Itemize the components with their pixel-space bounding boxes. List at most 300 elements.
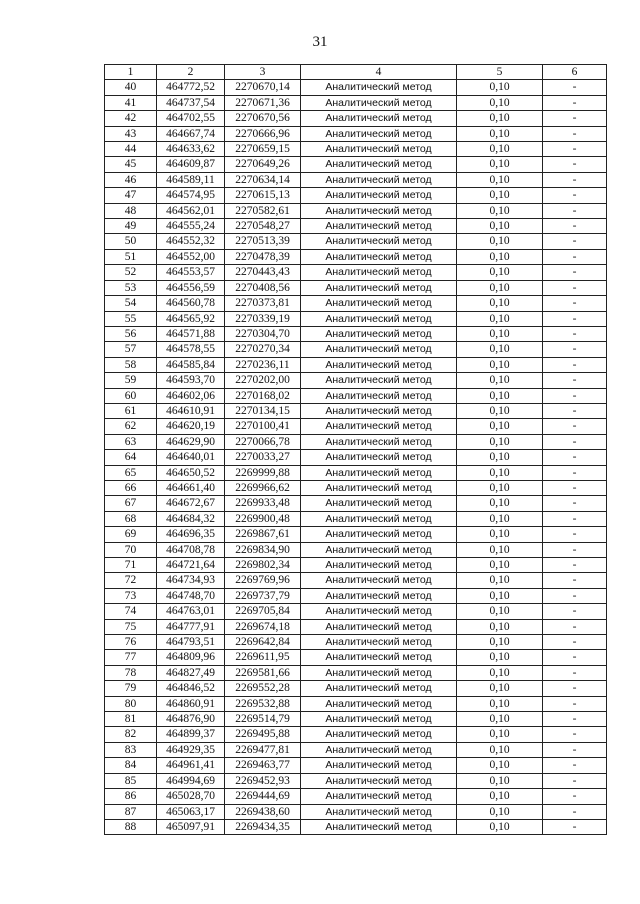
y-coordinate-cell: 2269463,77 <box>225 758 301 773</box>
x-coordinate-cell: 464899,37 <box>157 727 225 742</box>
accuracy-cell: 0,10 <box>457 619 543 634</box>
method-cell: Аналитический метод <box>301 373 457 388</box>
method-cell: Аналитический метод <box>301 450 457 465</box>
point-number-cell: 41 <box>105 95 157 110</box>
table-row <box>105 712 607 727</box>
x-coordinate-cell: 464661,40 <box>157 480 225 495</box>
point-number-cell: 88 <box>105 819 157 834</box>
note-cell: - <box>543 789 607 804</box>
point-number-cell: 87 <box>105 804 157 819</box>
x-coordinate-cell: 464734,93 <box>157 573 225 588</box>
method-cell: Аналитический метод <box>301 511 457 526</box>
x-coordinate-cell: 464793,51 <box>157 635 225 650</box>
x-coordinate-cell: 465097,91 <box>157 819 225 834</box>
method-cell: Аналитический метод <box>301 80 457 95</box>
note-cell: - <box>543 681 607 696</box>
x-coordinate-cell: 464571,88 <box>157 326 225 341</box>
y-coordinate-cell: 2269495,88 <box>225 727 301 742</box>
method-cell: Аналитический метод <box>301 188 457 203</box>
point-number-cell: 55 <box>105 311 157 326</box>
x-coordinate-cell: 464560,78 <box>157 296 225 311</box>
y-coordinate-cell: 2269933,48 <box>225 496 301 511</box>
column-header: 1 <box>105 65 157 80</box>
note-cell: - <box>543 157 607 172</box>
y-coordinate-cell: 2269452,93 <box>225 773 301 788</box>
method-cell: Аналитический метод <box>301 773 457 788</box>
note-cell: - <box>543 403 607 418</box>
note-cell: - <box>543 465 607 480</box>
x-coordinate-cell: 464667,74 <box>157 126 225 141</box>
y-coordinate-cell: 2269802,34 <box>225 558 301 573</box>
y-coordinate-cell: 2269477,81 <box>225 742 301 757</box>
y-coordinate-cell: 2269532,88 <box>225 696 301 711</box>
point-number-cell: 45 <box>105 157 157 172</box>
y-coordinate-cell: 2269674,18 <box>225 619 301 634</box>
note-cell: - <box>543 527 607 542</box>
note-cell: - <box>543 172 607 187</box>
point-number-cell: 47 <box>105 188 157 203</box>
note-cell: - <box>543 219 607 234</box>
table-row <box>105 604 607 619</box>
y-coordinate-cell: 2270548,27 <box>225 219 301 234</box>
table-row <box>105 234 607 249</box>
accuracy-cell: 0,10 <box>457 511 543 526</box>
accuracy-cell: 0,10 <box>457 142 543 157</box>
table-row <box>105 619 607 634</box>
x-coordinate-cell: 465063,17 <box>157 804 225 819</box>
x-coordinate-cell: 464629,90 <box>157 434 225 449</box>
y-coordinate-cell: 2269966,62 <box>225 480 301 495</box>
table-row <box>105 219 607 234</box>
note-cell: - <box>543 450 607 465</box>
table-row <box>105 111 607 126</box>
note-cell: - <box>543 342 607 357</box>
y-coordinate-cell: 2270339,19 <box>225 311 301 326</box>
accuracy-cell: 0,10 <box>457 450 543 465</box>
y-coordinate-cell: 2269999,88 <box>225 465 301 480</box>
note-cell: - <box>543 111 607 126</box>
point-number-cell: 48 <box>105 203 157 218</box>
point-number-cell: 78 <box>105 665 157 680</box>
note-cell: - <box>543 203 607 218</box>
note-cell: - <box>543 742 607 757</box>
method-cell: Аналитический метод <box>301 665 457 680</box>
accuracy-cell: 0,10 <box>457 527 543 542</box>
table-row <box>105 249 607 264</box>
method-cell: Аналитический метод <box>301 388 457 403</box>
y-coordinate-cell: 2270134,15 <box>225 403 301 418</box>
column-header: 2 <box>157 65 225 80</box>
method-cell: Аналитический метод <box>301 172 457 187</box>
x-coordinate-cell: 464555,24 <box>157 219 225 234</box>
y-coordinate-cell: 2270582,61 <box>225 203 301 218</box>
note-cell: - <box>543 234 607 249</box>
table-row <box>105 465 607 480</box>
page-number: 31 <box>312 34 328 50</box>
table-row <box>105 588 607 603</box>
table-header-row <box>105 65 607 80</box>
note-cell: - <box>543 650 607 665</box>
x-coordinate-cell: 464763,01 <box>157 604 225 619</box>
point-number-cell: 85 <box>105 773 157 788</box>
note-cell: - <box>543 280 607 295</box>
x-coordinate-cell: 464777,91 <box>157 619 225 634</box>
y-coordinate-cell: 2270373,81 <box>225 296 301 311</box>
point-number-cell: 52 <box>105 265 157 280</box>
table-row <box>105 480 607 495</box>
method-cell: Аналитический метод <box>301 249 457 264</box>
x-coordinate-cell: 464876,90 <box>157 712 225 727</box>
table-row <box>105 95 607 110</box>
method-cell: Аналитический метод <box>301 742 457 757</box>
table-row <box>105 80 607 95</box>
accuracy-cell: 0,10 <box>457 419 543 434</box>
method-cell: Аналитический метод <box>301 496 457 511</box>
method-cell: Аналитический метод <box>301 357 457 372</box>
method-cell: Аналитический метод <box>301 527 457 542</box>
note-cell: - <box>543 727 607 742</box>
point-number-cell: 82 <box>105 727 157 742</box>
y-coordinate-cell: 2270443,43 <box>225 265 301 280</box>
note-cell: - <box>543 758 607 773</box>
table-row <box>105 804 607 819</box>
accuracy-cell: 0,10 <box>457 80 543 95</box>
column-header: 4 <box>301 65 457 80</box>
point-number-cell: 70 <box>105 542 157 557</box>
method-cell: Аналитический метод <box>301 480 457 495</box>
y-coordinate-cell: 2270671,36 <box>225 95 301 110</box>
y-coordinate-cell: 2269581,66 <box>225 665 301 680</box>
y-coordinate-cell: 2269611,95 <box>225 650 301 665</box>
point-number-cell: 75 <box>105 619 157 634</box>
note-cell: - <box>543 773 607 788</box>
accuracy-cell: 0,10 <box>457 573 543 588</box>
table-row <box>105 434 607 449</box>
point-number-cell: 79 <box>105 681 157 696</box>
y-coordinate-cell: 2270100,41 <box>225 419 301 434</box>
x-coordinate-cell: 464721,64 <box>157 558 225 573</box>
method-cell: Аналитический метод <box>301 280 457 295</box>
method-cell: Аналитический метод <box>301 265 457 280</box>
note-cell: - <box>543 819 607 834</box>
note-cell: - <box>543 573 607 588</box>
note-cell: - <box>543 588 607 603</box>
point-number-cell: 61 <box>105 403 157 418</box>
note-cell: - <box>543 95 607 110</box>
table-row <box>105 419 607 434</box>
note-cell: - <box>543 558 607 573</box>
x-coordinate-cell: 464553,57 <box>157 265 225 280</box>
note-cell: - <box>543 142 607 157</box>
accuracy-cell: 0,10 <box>457 496 543 511</box>
note-cell: - <box>543 804 607 819</box>
table-row <box>105 311 607 326</box>
table-body <box>105 80 607 835</box>
column-header: 3 <box>225 65 301 80</box>
accuracy-cell: 0,10 <box>457 588 543 603</box>
x-coordinate-cell: 464562,01 <box>157 203 225 218</box>
point-number-cell: 64 <box>105 450 157 465</box>
note-cell: - <box>543 188 607 203</box>
accuracy-cell: 0,10 <box>457 219 543 234</box>
table-row <box>105 388 607 403</box>
x-coordinate-cell: 464610,91 <box>157 403 225 418</box>
y-coordinate-cell: 2269438,60 <box>225 804 301 819</box>
accuracy-cell: 0,10 <box>457 727 543 742</box>
method-cell: Аналитический метод <box>301 465 457 480</box>
accuracy-cell: 0,10 <box>457 434 543 449</box>
method-cell: Аналитический метод <box>301 573 457 588</box>
accuracy-cell: 0,10 <box>457 665 543 680</box>
method-cell: Аналитический метод <box>301 311 457 326</box>
note-cell: - <box>543 265 607 280</box>
x-coordinate-cell: 464609,87 <box>157 157 225 172</box>
accuracy-cell: 0,10 <box>457 311 543 326</box>
method-cell: Аналитический метод <box>301 142 457 157</box>
y-coordinate-cell: 2270304,70 <box>225 326 301 341</box>
x-coordinate-cell: 464684,32 <box>157 511 225 526</box>
table-row <box>105 635 607 650</box>
x-coordinate-cell: 465028,70 <box>157 789 225 804</box>
method-cell: Аналитический метод <box>301 203 457 218</box>
accuracy-cell: 0,10 <box>457 111 543 126</box>
y-coordinate-cell: 2270659,15 <box>225 142 301 157</box>
x-coordinate-cell: 464565,92 <box>157 311 225 326</box>
point-number-cell: 56 <box>105 326 157 341</box>
method-cell: Аналитический метод <box>301 650 457 665</box>
method-cell: Аналитический метод <box>301 111 457 126</box>
point-number-cell: 67 <box>105 496 157 511</box>
accuracy-cell: 0,10 <box>457 681 543 696</box>
method-cell: Аналитический метод <box>301 789 457 804</box>
note-cell: - <box>543 311 607 326</box>
table-row <box>105 157 607 172</box>
y-coordinate-cell: 2270033,27 <box>225 450 301 465</box>
accuracy-cell: 0,10 <box>457 819 543 834</box>
table-row <box>105 681 607 696</box>
method-cell: Аналитический метод <box>301 403 457 418</box>
table-row <box>105 558 607 573</box>
table-row <box>105 511 607 526</box>
y-coordinate-cell: 2269642,84 <box>225 635 301 650</box>
x-coordinate-cell: 464708,78 <box>157 542 225 557</box>
point-number-cell: 72 <box>105 573 157 588</box>
method-cell: Аналитический метод <box>301 558 457 573</box>
accuracy-cell: 0,10 <box>457 804 543 819</box>
point-number-cell: 74 <box>105 604 157 619</box>
point-number-cell: 51 <box>105 249 157 264</box>
accuracy-cell: 0,10 <box>457 157 543 172</box>
point-number-cell: 46 <box>105 172 157 187</box>
accuracy-cell: 0,10 <box>457 604 543 619</box>
accuracy-cell: 0,10 <box>457 635 543 650</box>
point-number-cell: 59 <box>105 373 157 388</box>
x-coordinate-cell: 464602,06 <box>157 388 225 403</box>
table-row <box>105 265 607 280</box>
x-coordinate-cell: 464860,91 <box>157 696 225 711</box>
table-row <box>105 373 607 388</box>
table-row <box>105 342 607 357</box>
note-cell: - <box>543 542 607 557</box>
y-coordinate-cell: 2269705,84 <box>225 604 301 619</box>
method-cell: Аналитический метод <box>301 588 457 603</box>
note-cell: - <box>543 126 607 141</box>
x-coordinate-cell: 464552,00 <box>157 249 225 264</box>
point-number-cell: 69 <box>105 527 157 542</box>
method-cell: Аналитический метод <box>301 95 457 110</box>
y-coordinate-cell: 2270408,56 <box>225 280 301 295</box>
y-coordinate-cell: 2270615,13 <box>225 188 301 203</box>
note-cell: - <box>543 373 607 388</box>
note-cell: - <box>543 511 607 526</box>
y-coordinate-cell: 2269552,28 <box>225 681 301 696</box>
point-number-cell: 84 <box>105 758 157 773</box>
point-number-cell: 49 <box>105 219 157 234</box>
method-cell: Аналитический метод <box>301 681 457 696</box>
x-coordinate-cell: 464620,19 <box>157 419 225 434</box>
method-cell: Аналитический метод <box>301 219 457 234</box>
y-coordinate-cell: 2270236,11 <box>225 357 301 372</box>
accuracy-cell: 0,10 <box>457 558 543 573</box>
note-cell: - <box>543 326 607 341</box>
y-coordinate-cell: 2270649,26 <box>225 157 301 172</box>
point-number-cell: 81 <box>105 712 157 727</box>
table-row <box>105 527 607 542</box>
table-row <box>105 650 607 665</box>
accuracy-cell: 0,10 <box>457 296 543 311</box>
method-cell: Аналитический метод <box>301 234 457 249</box>
accuracy-cell: 0,10 <box>457 773 543 788</box>
x-coordinate-cell: 464650,52 <box>157 465 225 480</box>
column-header: 5 <box>457 65 543 80</box>
point-number-cell: 50 <box>105 234 157 249</box>
accuracy-cell: 0,10 <box>457 326 543 341</box>
point-number-cell: 73 <box>105 588 157 603</box>
method-cell: Аналитический метод <box>301 157 457 172</box>
y-coordinate-cell: 2270670,56 <box>225 111 301 126</box>
table-row <box>105 727 607 742</box>
x-coordinate-cell: 464578,55 <box>157 342 225 357</box>
x-coordinate-cell: 464589,11 <box>157 172 225 187</box>
x-coordinate-cell: 464633,62 <box>157 142 225 157</box>
x-coordinate-cell: 464574,95 <box>157 188 225 203</box>
table-row <box>105 126 607 141</box>
accuracy-cell: 0,10 <box>457 388 543 403</box>
point-number-cell: 76 <box>105 635 157 650</box>
note-cell: - <box>543 357 607 372</box>
table-row <box>105 296 607 311</box>
table-row <box>105 357 607 372</box>
accuracy-cell: 0,10 <box>457 280 543 295</box>
x-coordinate-cell: 464772,52 <box>157 80 225 95</box>
point-number-cell: 58 <box>105 357 157 372</box>
accuracy-cell: 0,10 <box>457 742 543 757</box>
accuracy-cell: 0,10 <box>457 696 543 711</box>
x-coordinate-cell: 464552,32 <box>157 234 225 249</box>
y-coordinate-cell: 2270270,34 <box>225 342 301 357</box>
method-cell: Аналитический метод <box>301 819 457 834</box>
x-coordinate-cell: 464809,96 <box>157 650 225 665</box>
note-cell: - <box>543 434 607 449</box>
accuracy-cell: 0,10 <box>457 480 543 495</box>
x-coordinate-cell: 464748,70 <box>157 588 225 603</box>
y-coordinate-cell: 2269434,35 <box>225 819 301 834</box>
table-row <box>105 203 607 218</box>
note-cell: - <box>543 712 607 727</box>
point-number-cell: 62 <box>105 419 157 434</box>
table-row <box>105 188 607 203</box>
x-coordinate-cell: 464846,52 <box>157 681 225 696</box>
table-row <box>105 665 607 680</box>
point-number-cell: 40 <box>105 80 157 95</box>
y-coordinate-cell: 2269737,79 <box>225 588 301 603</box>
table-row <box>105 496 607 511</box>
accuracy-cell: 0,10 <box>457 650 543 665</box>
note-cell: - <box>543 665 607 680</box>
note-cell: - <box>543 635 607 650</box>
point-number-cell: 57 <box>105 342 157 357</box>
table-row <box>105 450 607 465</box>
method-cell: Аналитический метод <box>301 712 457 727</box>
point-number-cell: 66 <box>105 480 157 495</box>
y-coordinate-cell: 2270168,02 <box>225 388 301 403</box>
y-coordinate-cell: 2269867,61 <box>225 527 301 542</box>
accuracy-cell: 0,10 <box>457 188 543 203</box>
method-cell: Аналитический метод <box>301 696 457 711</box>
accuracy-cell: 0,10 <box>457 203 543 218</box>
note-cell: - <box>543 496 607 511</box>
table-row <box>105 280 607 295</box>
y-coordinate-cell: 2270066,78 <box>225 434 301 449</box>
point-number-cell: 44 <box>105 142 157 157</box>
method-cell: Аналитический метод <box>301 604 457 619</box>
accuracy-cell: 0,10 <box>457 712 543 727</box>
x-coordinate-cell: 464672,67 <box>157 496 225 511</box>
method-cell: Аналитический метод <box>301 296 457 311</box>
accuracy-cell: 0,10 <box>457 249 543 264</box>
table-row <box>105 172 607 187</box>
accuracy-cell: 0,10 <box>457 789 543 804</box>
x-coordinate-cell: 464737,54 <box>157 95 225 110</box>
table-row <box>105 773 607 788</box>
note-cell: - <box>543 419 607 434</box>
method-cell: Аналитический метод <box>301 419 457 434</box>
table-row <box>105 142 607 157</box>
y-coordinate-cell: 2269900,48 <box>225 511 301 526</box>
method-cell: Аналитический метод <box>301 619 457 634</box>
note-cell: - <box>543 296 607 311</box>
note-cell: - <box>543 480 607 495</box>
accuracy-cell: 0,10 <box>457 542 543 557</box>
x-coordinate-cell: 464556,59 <box>157 280 225 295</box>
table-row <box>105 542 607 557</box>
point-number-cell: 42 <box>105 111 157 126</box>
table-row <box>105 696 607 711</box>
y-coordinate-cell: 2269444,69 <box>225 789 301 804</box>
table-row <box>105 819 607 834</box>
x-coordinate-cell: 464702,55 <box>157 111 225 126</box>
x-coordinate-cell: 464696,35 <box>157 527 225 542</box>
accuracy-cell: 0,10 <box>457 172 543 187</box>
x-coordinate-cell: 464827,49 <box>157 665 225 680</box>
method-cell: Аналитический метод <box>301 434 457 449</box>
accuracy-cell: 0,10 <box>457 357 543 372</box>
point-number-cell: 71 <box>105 558 157 573</box>
table-row <box>105 742 607 757</box>
y-coordinate-cell: 2270513,39 <box>225 234 301 249</box>
point-number-cell: 53 <box>105 280 157 295</box>
accuracy-cell: 0,10 <box>457 403 543 418</box>
